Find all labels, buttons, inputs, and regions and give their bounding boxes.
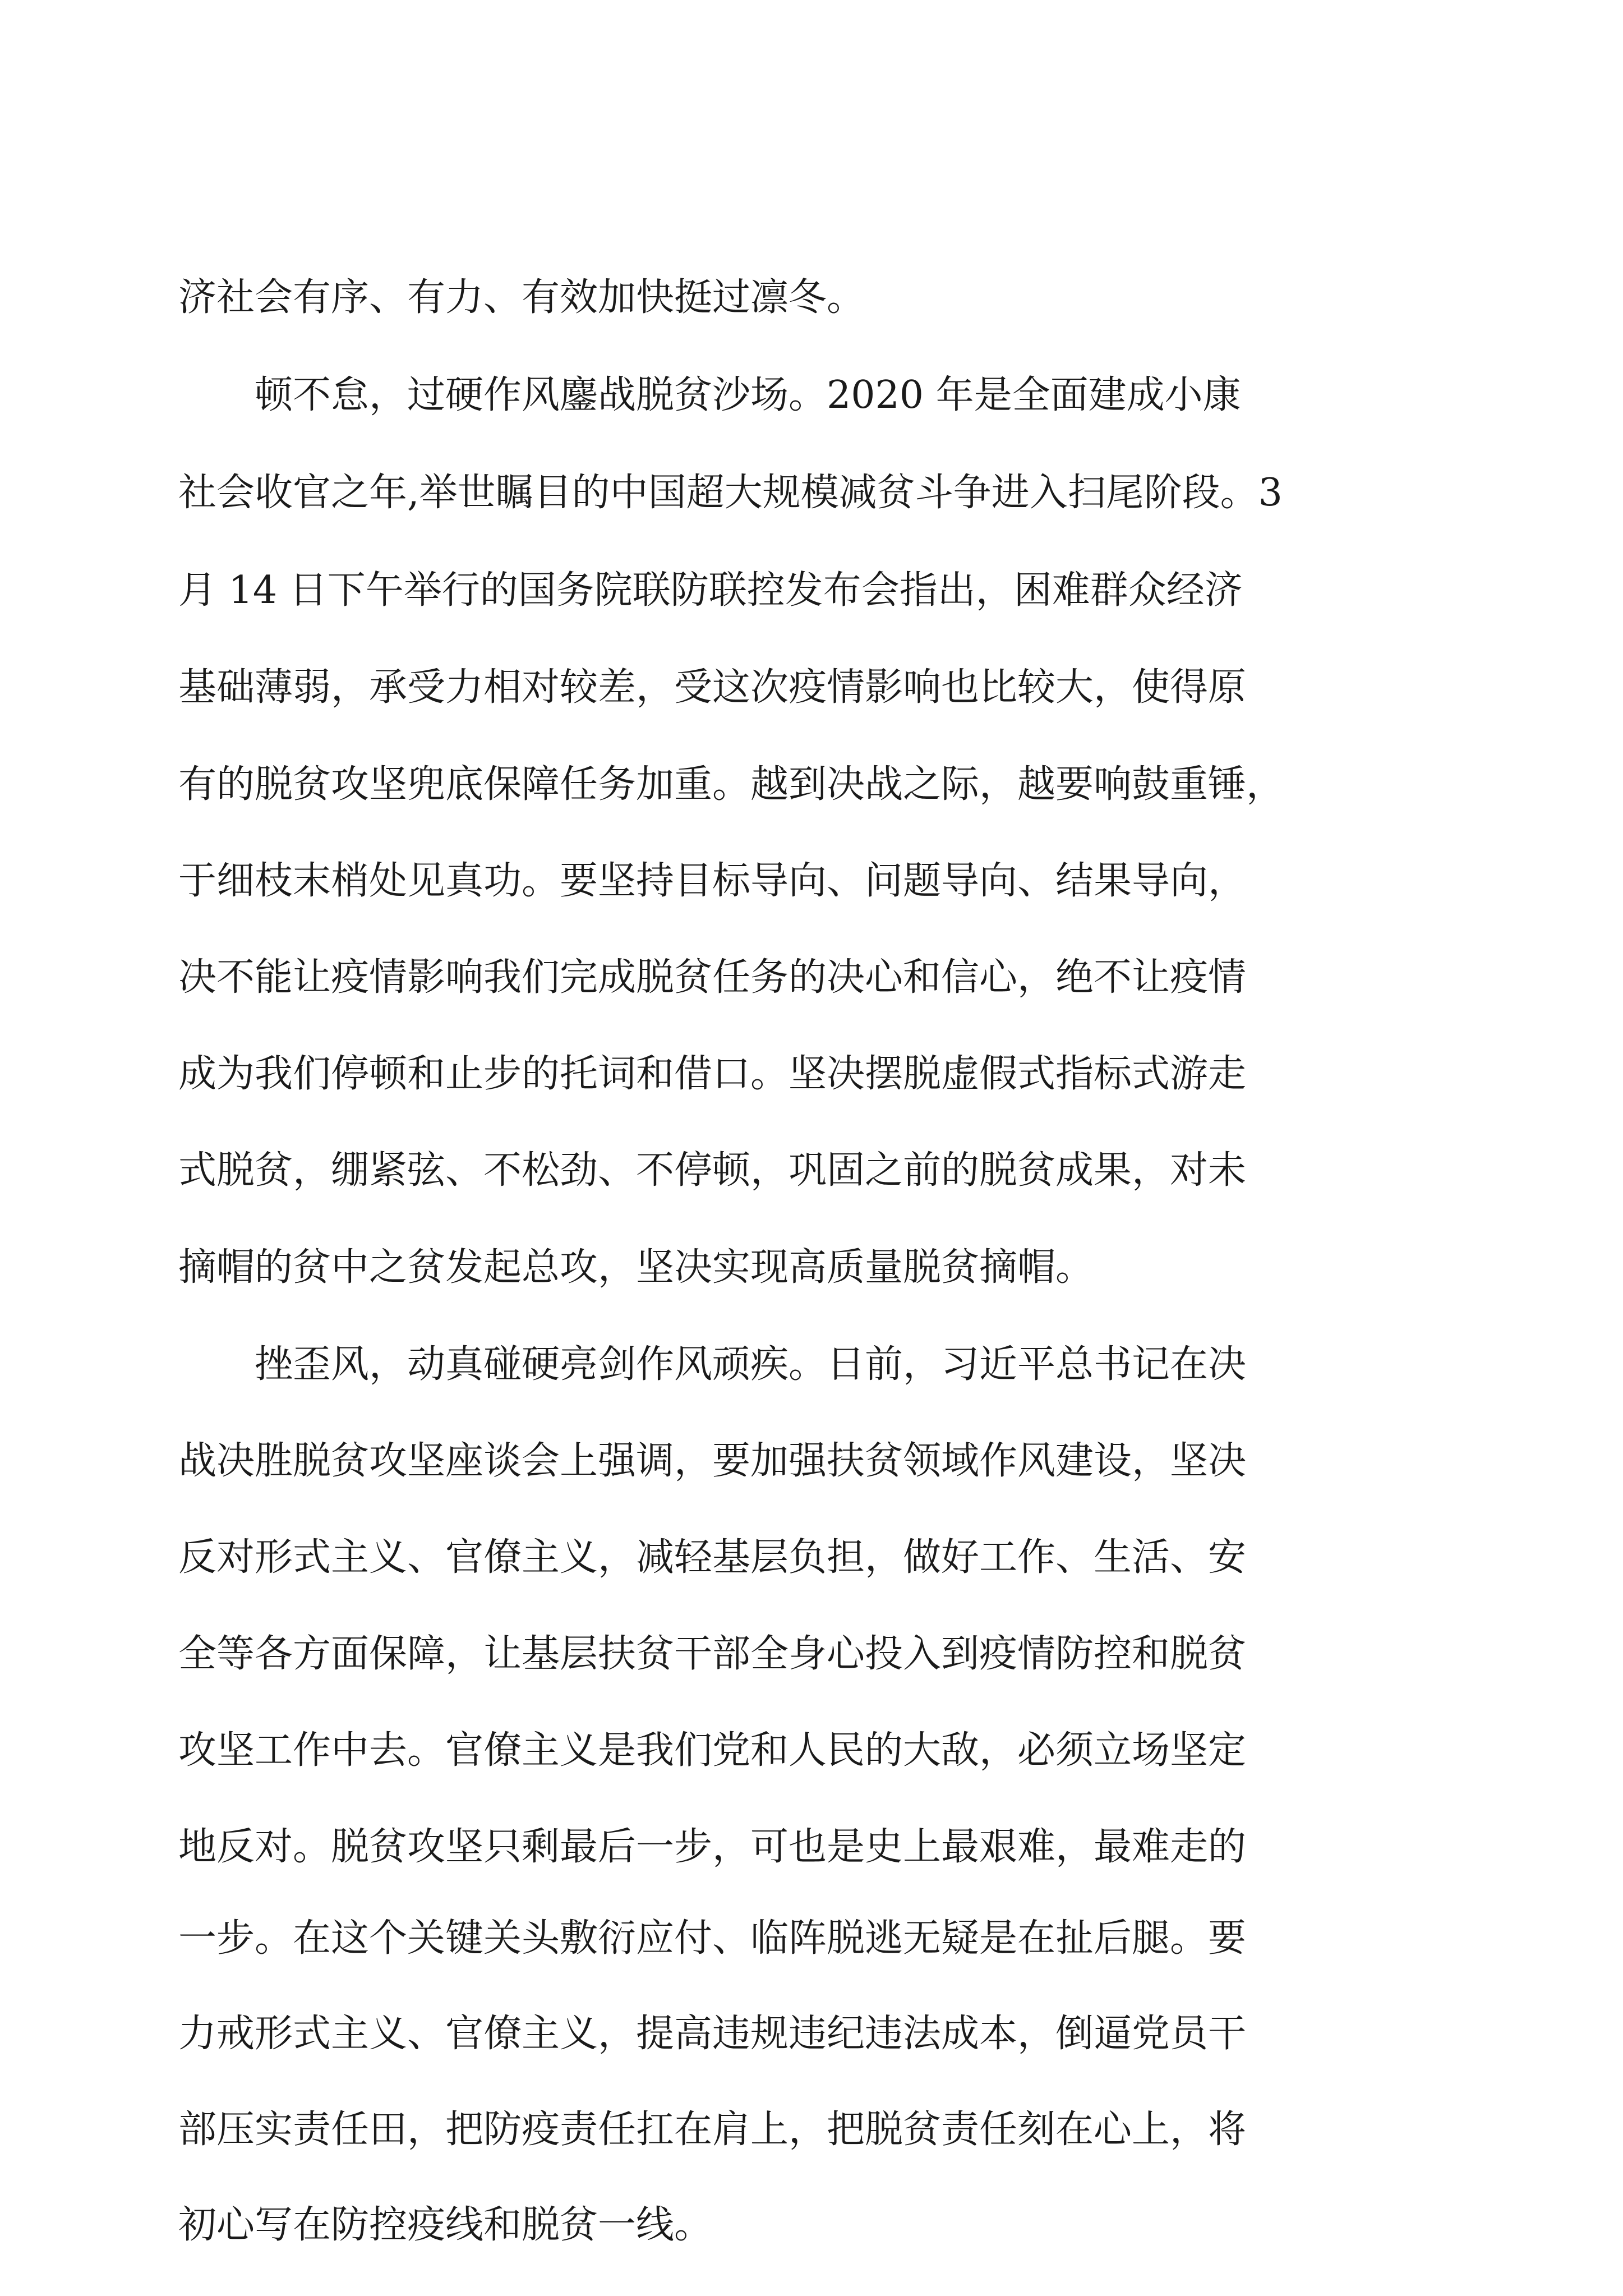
text-line: 部压实责任田，把防疫责任扛在肩上，把脱贫责任刻在心上，将 [178,2108,1247,2152]
text-line: 社会收官之年,举世瞩目的中国超大规模减贫斗争进入扫尾阶段。3 [178,471,1283,515]
text-line: 成为我们停顿和止步的托词和借口。坚决摆脱虚假式指标式游走 [178,1052,1247,1096]
text-line: 顿不怠，过硬作风鏖战脱贫沙场。2020 年是全面建成小康 [178,373,1241,417]
text-line: 基础薄弱，承受力相对较差，受这次疫情影响也比较大，使得原 [178,665,1247,710]
text-line: 于细枝末梢处见真功。要坚持目标导向、问题导向、结果导向， [178,859,1247,903]
text-line: 初心写在防控疫线和脱贫一线。 [178,2203,713,2247]
text-line: 有的脱贫攻坚兜底保障任务加重。越到决战之际，越要响鼓重锤， [178,762,1285,807]
text-line: 全等各方面保障，让基层扶贫干部全身心投入到疫情防控和脱贫 [178,1632,1247,1676]
text-line: 地反对。脱贫攻坚只剩最后一步，可也是史上最艰难，最难走的 [178,1825,1247,1869]
text-line: 一步。在这个关键关头敷衍应付、临阵脱逃无疑是在扯后腿。要 [178,1916,1247,1961]
text-line: 月 14 日下午举行的国务院联防联控发布会指出，困难群众经济 [178,568,1243,613]
text-line: 力戒形式主义、官僚主义，提高违规违纪违法成本，倒逼党员干 [178,2012,1247,2056]
text-line: 挫歪风，动真碰硬亮剑作风顽疾。日前，习近平总书记在决 [178,1342,1247,1387]
text-line: 式脱贫，绷紧弦、不松劲、不停顿，巩固之前的脱贫成果，对未 [178,1148,1247,1193]
text-line: 决不能让疫情影响我们完成脱贫任务的决心和信心，绝不让疫情 [178,955,1247,1000]
text-line: 济社会有序、有力、有效加快挺过凛冬。 [178,275,865,320]
text-line: 战决胜脱贫攻坚座谈会上强调，要加强扶贫领域作风建设，坚决 [178,1439,1247,1483]
text-line: 反对形式主义、官僚主义，减轻基层负担，做好工作、生活、安 [178,1535,1247,1580]
text-line: 摘帽的贫中之贫发起总攻，坚决实现高质量脱贫摘帽。 [178,1245,1094,1290]
text-line: 攻坚工作中去。官僚主义是我们党和人民的大敌，必须立场坚定 [178,1728,1247,1773]
